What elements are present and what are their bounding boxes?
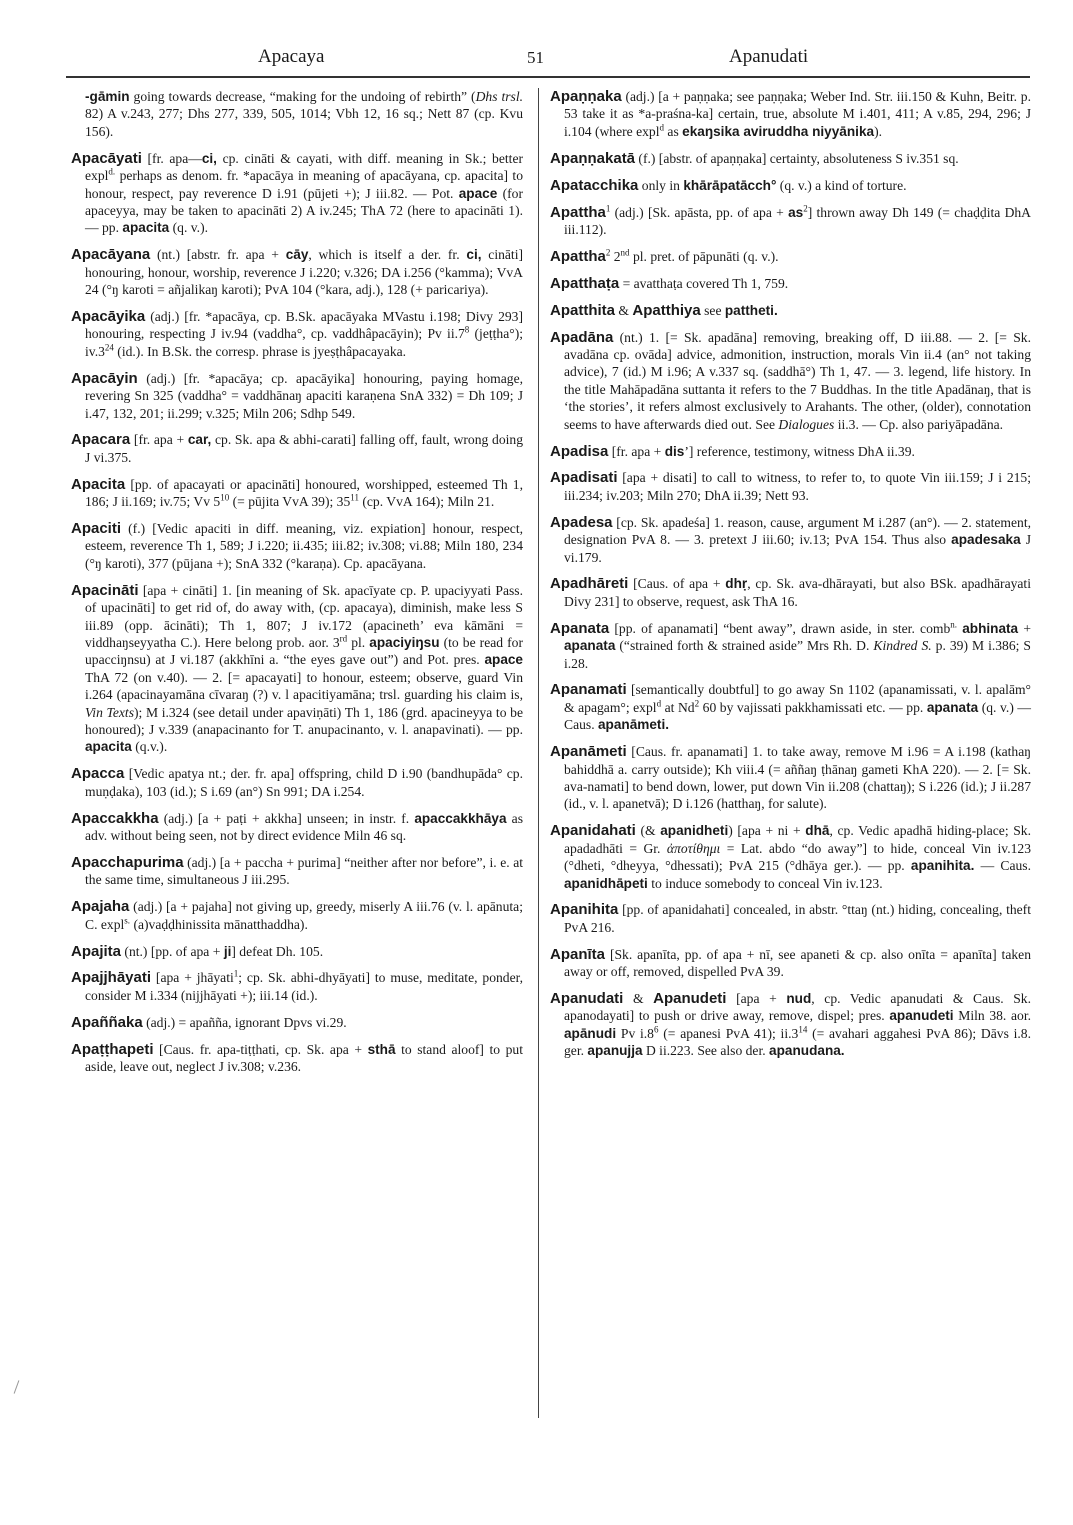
dictionary-entry bbox=[550, 443, 1031, 460]
entry-text: p. 39) M i.386; S i.28. bbox=[564, 638, 1031, 671]
header-last-headword: Apanudati bbox=[729, 46, 809, 67]
superscript: n. bbox=[950, 619, 958, 630]
entry-text: 2 bbox=[610, 248, 621, 264]
dictionary-entry bbox=[550, 822, 1031, 892]
bold-term: apace bbox=[458, 185, 498, 201]
entry-text: (“strained forth & strained aside” Mrs Rh. D. bbox=[615, 638, 874, 654]
entry-text: [cp. Sk. apadeśa] 1. reason, cause, argument M i.287 (an°). — 2. statement, designation PvA 8. — 3. pretext J iii.60; iv.13; PvA 154. Thus also bbox=[564, 514, 1031, 548]
bold-term: -gāmin bbox=[85, 89, 130, 104]
dictionary-entry bbox=[550, 275, 1031, 292]
bold-term: ci, bbox=[201, 150, 217, 166]
entry-text: ’] reference, testimony, witness DhA ii.39. bbox=[684, 443, 915, 459]
entry-text: [fr. apa— bbox=[141, 150, 202, 166]
entry-text: (jeṭṭha°); iv.3 bbox=[85, 326, 523, 359]
column-divider bbox=[538, 88, 539, 1418]
bold-term: cāy bbox=[285, 247, 309, 263]
headword: Apanihita bbox=[550, 901, 619, 919]
header-rule bbox=[66, 76, 1030, 78]
entry-text: [apa + cināti] 1. [in meaning of Sk. apacīyate cp. P. upaciyyati Pass. of upacināti] to get rid of, do away with, (cp. apacaya), diminish, make less S iii.89 (opp. ācināti); Th 1, 807; J iv.172 (apacineth’ eva kāmāni = viddhaŋseyyatha C.). Here belong prob. aor. 3 bbox=[85, 582, 523, 650]
headword: Apadesa bbox=[550, 513, 613, 531]
headword: Apanudati bbox=[550, 990, 624, 1008]
bold-term: apanata bbox=[564, 638, 616, 654]
entry-text: going towards decrease, “making for the undoing of rebirth” ( bbox=[129, 89, 476, 104]
entry-text: 60 by vajissati pakkhamissati etc. — pp. bbox=[699, 699, 927, 715]
page-number: 51 bbox=[527, 48, 544, 67]
entry-text: cp. cināti & cayati, with diff. meaning in Sk.; better expl bbox=[85, 150, 524, 184]
dictionary-entry bbox=[550, 990, 1031, 1060]
dictionary-entry bbox=[550, 946, 1031, 981]
entry-text: (q.v.). bbox=[131, 739, 168, 755]
bold-term: apanidheti bbox=[660, 823, 729, 839]
entry-text: [pp. of apacayati or apacināti] honoured, worshipped, esteemed Th 1, 186; J ii.169; iv.75; Vv 5 bbox=[85, 476, 523, 510]
headword: Apaññaka bbox=[71, 1013, 143, 1031]
entry-text: at Nd bbox=[661, 699, 695, 715]
dictionary-entry bbox=[550, 469, 1031, 504]
headword: Apacāyin bbox=[71, 369, 138, 387]
entry-text: [fr. apa + bbox=[130, 432, 188, 448]
headword: Apadisati bbox=[550, 469, 618, 487]
entry-text: (adj.) [fr. *apacāya; cp. apacāyika] honouring, paying homage, revering Sn 325 (vaddha° = vaddhānaŋ apaciti karaṇena SnA 332) = Dh 109; J i.47, 132, 201; ii.299; v.325; Miln 206; Sdhp 549. bbox=[85, 370, 523, 421]
headword: Apacara bbox=[71, 431, 131, 449]
headword: Apadāna bbox=[550, 328, 614, 346]
bold-term: car, bbox=[187, 432, 212, 448]
dictionary-entry bbox=[71, 943, 523, 960]
entry-text: Pv i.8 bbox=[616, 1025, 654, 1041]
dictionary-entry bbox=[71, 150, 523, 237]
dictionary-entry bbox=[550, 743, 1031, 813]
entry-text: [Vedic apatya nt.; der. fr. apa] offspring, child D i.90 (bandhupāda° cp. muṇḍaka), 103 (id.); S i.69 (an°) Sn 991; DA i.254. bbox=[85, 766, 523, 799]
superscript: 14 bbox=[798, 1024, 808, 1035]
entry-text: [pp. of apanamati] “bent away”, drawn aside, in ster. comb bbox=[609, 620, 951, 636]
headword: Apattha bbox=[550, 247, 606, 265]
entry-text: J vi.179. bbox=[564, 532, 1031, 565]
running-header bbox=[68, 42, 1030, 72]
entry-text: (nt.) [abstr. fr. apa + bbox=[150, 247, 286, 263]
entry-text: (f.) [Vedic apaciti in diff. meaning, viz. expiation] honour, respect, esteem, reverence Th 1, 589; J i.220; ii.435; iii.82; iv.308; vi.88; Miln 180, 234 (°ŋ karoti), 377 (pūjana +); SnA 332 (°karaṇa). Cp. apacāyana. bbox=[85, 521, 523, 571]
headword: Apanudeti bbox=[653, 990, 727, 1008]
headword: Apacca bbox=[71, 765, 125, 783]
dictionary-entry bbox=[71, 854, 523, 889]
bold-term: khārāpatācch° bbox=[683, 177, 777, 193]
entry-text: D ii.223. See also der. bbox=[642, 1043, 770, 1059]
headword: Apanamati bbox=[550, 681, 627, 699]
entry-text: (cp. VvA 164); Miln 21. bbox=[358, 494, 495, 510]
dictionary-entry bbox=[71, 520, 523, 572]
entry-text: (id.). In B.Sk. the corresp. phrase is jyeṣṭhâpacayaka. bbox=[113, 343, 407, 359]
dictionary-entry bbox=[71, 969, 523, 1004]
entry-text: to induce somebody to conceal Vin iv.123. bbox=[647, 875, 883, 891]
headword: Apaṭṭhapeti bbox=[71, 1040, 154, 1058]
headword: Apaṇṇaka bbox=[550, 88, 622, 105]
superscript: 1 bbox=[233, 968, 239, 979]
superscript: 8 bbox=[464, 324, 470, 335]
entry-text: [fr. apa + bbox=[608, 443, 665, 459]
entry-text: only in bbox=[638, 177, 684, 193]
bold-term: nud bbox=[786, 991, 812, 1007]
headword: Apadisa bbox=[550, 442, 609, 460]
headword: Apanata bbox=[550, 619, 610, 637]
entry-text: , cp. Sk. ava-dhārayati, but also BSk. apadhārayati Divy 231] to observe, request, ask ThA 16. bbox=[564, 576, 1031, 609]
bold-term: sthā bbox=[367, 1041, 396, 1057]
headword: Apadhāreti bbox=[550, 575, 629, 593]
bold-term: apadesaka bbox=[951, 532, 1021, 548]
dictionary-entry bbox=[71, 1041, 523, 1076]
dictionary-entry bbox=[550, 681, 1031, 733]
bold-term: apanujja bbox=[587, 1043, 643, 1059]
entry-text: & bbox=[615, 302, 633, 318]
superscript: 2 bbox=[605, 247, 611, 258]
dictionary-entry bbox=[550, 177, 1031, 194]
entry-text: ); M i.324 (see detail under apaviṇāti) Th 1, 186 (grd. apacineyya to be honoured); J v.339 (anapacinanto for T. anupacinanto, v. l. anapavinati). — pp. bbox=[85, 704, 523, 737]
entry-text: , cp. Vedic apadhā hiding-place; Sk. apadadhāti = Gr. bbox=[564, 823, 1031, 856]
superscript: d bbox=[659, 122, 665, 133]
dictionary-entry bbox=[550, 302, 1031, 319]
bold-term: ji bbox=[223, 943, 232, 959]
headword: Apacita bbox=[71, 475, 126, 493]
entry-text: [Caus. fr. apanamati] 1. to take away, remove M i.96 = A i.198 (kathaŋ bahiddhā a. carry outside); Kh viii.4 (= aññaŋ ṭhānaŋ gameti KhA 220). — 2. [= Sk. ava-namati] to bend down, lower, put down Vin ii.208 (chattaŋ); S i.226 (id.); J ii.287 (id., v. l. apanetvā); D i.126 (hatthaŋ, for salute). bbox=[564, 744, 1031, 812]
superscript: 2 bbox=[694, 698, 700, 709]
entry-text: [apa + disati] to call to witness, to refer to, to quote Vin iii.159; J i 215; iii.234; iv.203; Miln 270; DhA ii.39; Nett 93. bbox=[564, 470, 1031, 503]
entry-text: (adj.) [fr. *apacāya, cp. B.Sk. apacāyaka MVastu i.198; Divy 293] honouring, respecting J iv.94 (vaddha°, cp. vaddhâpacāyin); Pv ii.7 bbox=[85, 308, 523, 342]
dictionary-entry bbox=[550, 204, 1031, 239]
bold-term: dhā bbox=[805, 823, 830, 839]
left-column bbox=[71, 88, 523, 1085]
superscript: s. bbox=[124, 915, 131, 926]
dictionary-entry bbox=[550, 620, 1031, 672]
entry-text: , cp. Vedic apanudati & Caus. Sk. apanodayati] to push or drive away, remove, dispel; pres. bbox=[564, 991, 1031, 1024]
dictionary-entry bbox=[550, 901, 1031, 936]
superscript: 2 bbox=[803, 203, 808, 213]
dictionary-entry bbox=[71, 765, 523, 800]
headword: Apajita bbox=[71, 942, 122, 960]
dictionary-entry bbox=[71, 370, 523, 422]
italic-text: Kindred S. bbox=[873, 638, 932, 654]
bold-term: apanudana. bbox=[769, 1043, 845, 1059]
entry-text: [Caus. fr. apa-tiṭṭhati, cp. Sk. apa + bbox=[153, 1041, 368, 1057]
entry-text: & bbox=[623, 991, 654, 1007]
headword: Apajaha bbox=[71, 898, 130, 916]
entry-text: (adj.) = apañña, ignorant Dpvs vi.29. bbox=[142, 1014, 347, 1030]
entry-text: (adj.) [Sk. apāsta, pp. of apa + bbox=[610, 204, 789, 220]
entry-text: (= avahari aggahesi PvA 86); Dāvs i.8. ger. bbox=[564, 1025, 1031, 1059]
entry-text: (for apaceyya, may be taken to apacināti 2) A iv.245; ThA 72 (here to apacināti 1). — pp. bbox=[85, 185, 523, 236]
dictionary-entry bbox=[550, 150, 1031, 167]
entry-text: [pp. of apanidahati] concealed, in abstr. °ttaŋ (nt.) hiding, concealing, theft PvA 216. bbox=[564, 902, 1031, 935]
entry-text: ). bbox=[874, 123, 882, 139]
entry-text: cināti] honouring, honour, worship, reverence J i.220; v.326; DA i.256 (°kamma); VvA 24 (°ŋ karoti = añjalikaŋ karoti); PvA 104 (°kara, adj.), 128 (+ paricariya). bbox=[85, 247, 524, 298]
entry-text: (adj.) [a + paccha + purima] “neither after nor before”, i. e. at the same time, simultaneous J iii.295. bbox=[85, 854, 523, 888]
headword: Apanāmeti bbox=[550, 743, 627, 761]
headword: Apaccakkha bbox=[71, 809, 159, 827]
bold-term: apaciyiŋsu bbox=[369, 634, 440, 650]
entry-text: (to be read for upacciŋnsu) at J vi.187 (akkhīni a. “the eyes gave out”) and Pot. pres. bbox=[85, 634, 523, 668]
superscript: d. bbox=[108, 166, 116, 177]
right-column bbox=[550, 88, 1031, 1069]
entry-text: see bbox=[700, 302, 725, 318]
entry-text: (a)vaḍḍhinissita mānatthaddha). bbox=[130, 916, 308, 932]
dictionary-entry bbox=[71, 1014, 523, 1031]
entry-text: [apa + bbox=[726, 991, 787, 1007]
entry-text: (= apanesi PvA 41); ii.3 bbox=[658, 1025, 799, 1041]
headword: Apatthita bbox=[550, 301, 615, 319]
entry-text: = Lat. abdo “do away”] to hide, conceal Vin iv.123 (°dheti, °dheyya, °dhessati); PvA 215 (°dhāya ger.). — pp. bbox=[564, 840, 1031, 874]
bold-term: apanihita. bbox=[910, 858, 975, 874]
bold-term: apanāmeti. bbox=[597, 717, 669, 733]
entry-text: perhaps as denom. fr. *apacāya in meaning of apacāyana, cp. apacita] to honour, respect, pay reverence D i.91 (pūjeti +); J iii.82. — Pot. bbox=[85, 168, 523, 201]
entry-text: (adj.) [a + paṇṇaka; see paṇṇaka; Weber Ind. Str. iii.150 & Kuhn, Beitr. p. 53 take it as *a-praśna-ka] certain, true, absolute M i.401, 411; A v.85, 294, 296; J i.104 (where expl bbox=[564, 89, 1031, 139]
entry-text: Miln 38. aor. bbox=[953, 1008, 1031, 1024]
entry-text: 82) A v.243, 277; Dhs 277, 339, 505, 1014; Vbh 12, 16 sq.; Nett 87 (cp. Kvu 156). bbox=[85, 106, 523, 139]
dictionary-entry bbox=[71, 308, 523, 360]
italic-text: ἀποτίθημι bbox=[666, 840, 721, 856]
bold-term: abhinata bbox=[962, 620, 1019, 636]
bold-term: apacita bbox=[122, 220, 170, 236]
entry-text: [Sk. apanīta, pp. of apa + nī, see apaneti & cp. also onīta = apanīta] taken away or off, removed, dispelled PvA 39. bbox=[564, 946, 1031, 980]
dictionary-entry bbox=[71, 810, 523, 845]
entry-text: [semantically doubtful] to go away Sn 1102 (apanamissati, v. l. apalām° & apagam°; expl bbox=[564, 682, 1031, 715]
headword: Apanīta bbox=[550, 945, 606, 963]
dictionary-entry bbox=[550, 514, 1031, 566]
headword: Apajjhāyati bbox=[71, 969, 152, 987]
dictionary-entry bbox=[550, 88, 1031, 140]
entry-text: ] defeat Dh. 105. bbox=[231, 943, 324, 959]
dictionary-entry bbox=[71, 582, 523, 756]
bold-term: pattheti. bbox=[724, 302, 778, 318]
entry-text: to stand aloof] to put aside, leave out, neglect J iv.308; v.236. bbox=[85, 1041, 523, 1075]
entry-continuation bbox=[71, 88, 523, 140]
entry-text: ] thrown away Dh 149 (= chaḍḍita DhA iii.112). bbox=[564, 204, 1031, 237]
entry-text: pl. bbox=[347, 634, 370, 650]
dictionary-entry bbox=[550, 248, 1031, 265]
entry-text: ; cp. Sk. abhi-dhyāyati] to muse, meditate, ponder, consider M i.334 (nijjhāyati +); iii.14 (id.). bbox=[85, 970, 523, 1003]
dictionary-entry bbox=[71, 898, 523, 933]
headword: Apacchapurima bbox=[71, 853, 184, 871]
headword: Apacāyana bbox=[71, 246, 151, 264]
dictionary-entry bbox=[71, 476, 523, 511]
headword: Apatthiya bbox=[632, 301, 701, 319]
bold-term: apacita bbox=[85, 739, 132, 755]
entry-text: (q. v.). bbox=[169, 220, 209, 236]
entry-text: [apa + jhāyati bbox=[151, 970, 234, 986]
headword: Apaciti bbox=[71, 520, 122, 538]
entry-text: ) [apa + ni + bbox=[728, 823, 806, 839]
entry-text: cp. Sk. apa & abhi-carati] falling off, fault, wrong doing J vi.375. bbox=[85, 432, 523, 465]
bold-term: as bbox=[788, 204, 804, 220]
dictionary-entry bbox=[550, 329, 1031, 433]
superscript: 1 bbox=[605, 203, 611, 213]
bold-term: apace bbox=[484, 652, 523, 668]
italic-text: Dialogues bbox=[778, 416, 835, 432]
entry-text: = avatthaṭa covered Th 1, 759. bbox=[619, 275, 789, 291]
headword: Apanidahati bbox=[550, 822, 636, 840]
bold-term: ci, bbox=[466, 247, 482, 263]
bold-term: apanata bbox=[926, 699, 979, 715]
superscript: rd bbox=[339, 633, 348, 644]
header-first-headword: Apacaya bbox=[258, 46, 325, 67]
headword: Apacāyika bbox=[71, 307, 146, 325]
headword: Apacāyati bbox=[71, 149, 142, 167]
entry-text: (adj.) [a + paṭi + akkha] unseen; in instr. f. bbox=[158, 810, 415, 826]
entry-text: — Caus. bbox=[974, 858, 1031, 874]
superscript: nd bbox=[620, 247, 630, 258]
superscript: 6 bbox=[653, 1024, 659, 1035]
entry-text: ii.3. — Cp. also pariyāpadāna. bbox=[834, 416, 1004, 432]
entry-text: + bbox=[1018, 620, 1031, 636]
entry-text: pl. pret. of pāpunāti (q. v.). bbox=[629, 248, 779, 264]
bold-term: apanidhāpeti bbox=[564, 875, 648, 891]
entry-text: [Caus. of apa + bbox=[628, 576, 726, 592]
entry-text: (= pūjita VvA 39); 35 bbox=[229, 494, 351, 510]
headword: Apattha bbox=[550, 203, 606, 221]
bold-term: dis bbox=[664, 443, 685, 459]
entry-text: (f.) [abstr. of apaṇṇaka] certainty, absoluteness S iv.351 sq. bbox=[635, 150, 959, 166]
bold-term: apanudeti bbox=[889, 1008, 954, 1024]
dictionary-entry bbox=[550, 575, 1031, 610]
bold-term: apānudi bbox=[564, 1025, 617, 1041]
italic-text: Dhs trsl. bbox=[475, 89, 524, 104]
entry-text: as adv. without being seen, not by direct evidence Miln 46 sq. bbox=[85, 810, 523, 844]
bold-term: ekaŋsika aviruddha niyyānika bbox=[682, 123, 875, 139]
dictionary-entry bbox=[71, 431, 523, 466]
headword: Apacināti bbox=[71, 581, 139, 599]
entry-text: (& bbox=[635, 823, 661, 839]
italic-text: Vin Texts bbox=[85, 704, 134, 720]
headword: Apatacchika bbox=[550, 176, 639, 194]
entry-text: (q. v.) — Caus. bbox=[564, 699, 1031, 733]
bold-term: apaccakkhāya bbox=[414, 810, 507, 826]
margin-mark bbox=[14, 1380, 20, 1393]
entry-text: ThA 72 (on v.40). — 2. [= apacayati] to honour, esteem; observe, guard Vin i.264 (apacinayamāna cīvaraŋ (?) v. l apacitiyamāna; trsl. guarding his claim is, bbox=[85, 669, 523, 703]
superscript: 24 bbox=[104, 342, 114, 353]
superscript: 10 bbox=[220, 492, 230, 503]
entry-text: (q. v.) a kind of torture. bbox=[776, 177, 907, 193]
entry-text: as bbox=[664, 123, 683, 139]
entry-text: , which is itself a der. fr. bbox=[308, 247, 467, 263]
entry-text: (nt.) 1. [= Sk. apadāna] removing, breaking off, D iii.88. — 2. [= Sk. avadāna cp. ovāda] advice, admonition, instruction, morals Vin ii.4 (an° not taking advice), 7 (id.) M i.96; A v.337 sq. (saddhā°) Th 1, 47. — 3. legend, life history. In the title Mahāpadāna suttanta it refers to the 7 Buddhas. In the title Apadānaŋ, that is ‘the stories’, it refers almost exclusively to Arahants. The other, (older), connotation seems to have afterwards died out. See bbox=[564, 329, 1031, 432]
superscript: d bbox=[656, 698, 662, 709]
headword: Apaṇṇakatā bbox=[550, 149, 636, 167]
entry-text: (adj.) [a + pajaha] not giving up, greedy, miserly A iii.76 (v. l. apānuta; C. expl bbox=[85, 899, 523, 932]
headword: Apatthaṭa bbox=[550, 274, 620, 292]
superscript: 11 bbox=[350, 492, 359, 503]
entry-text: (nt.) [pp. of apa + bbox=[121, 943, 224, 959]
bold-term: dhṛ bbox=[725, 576, 748, 592]
dictionary-entry bbox=[71, 246, 523, 298]
